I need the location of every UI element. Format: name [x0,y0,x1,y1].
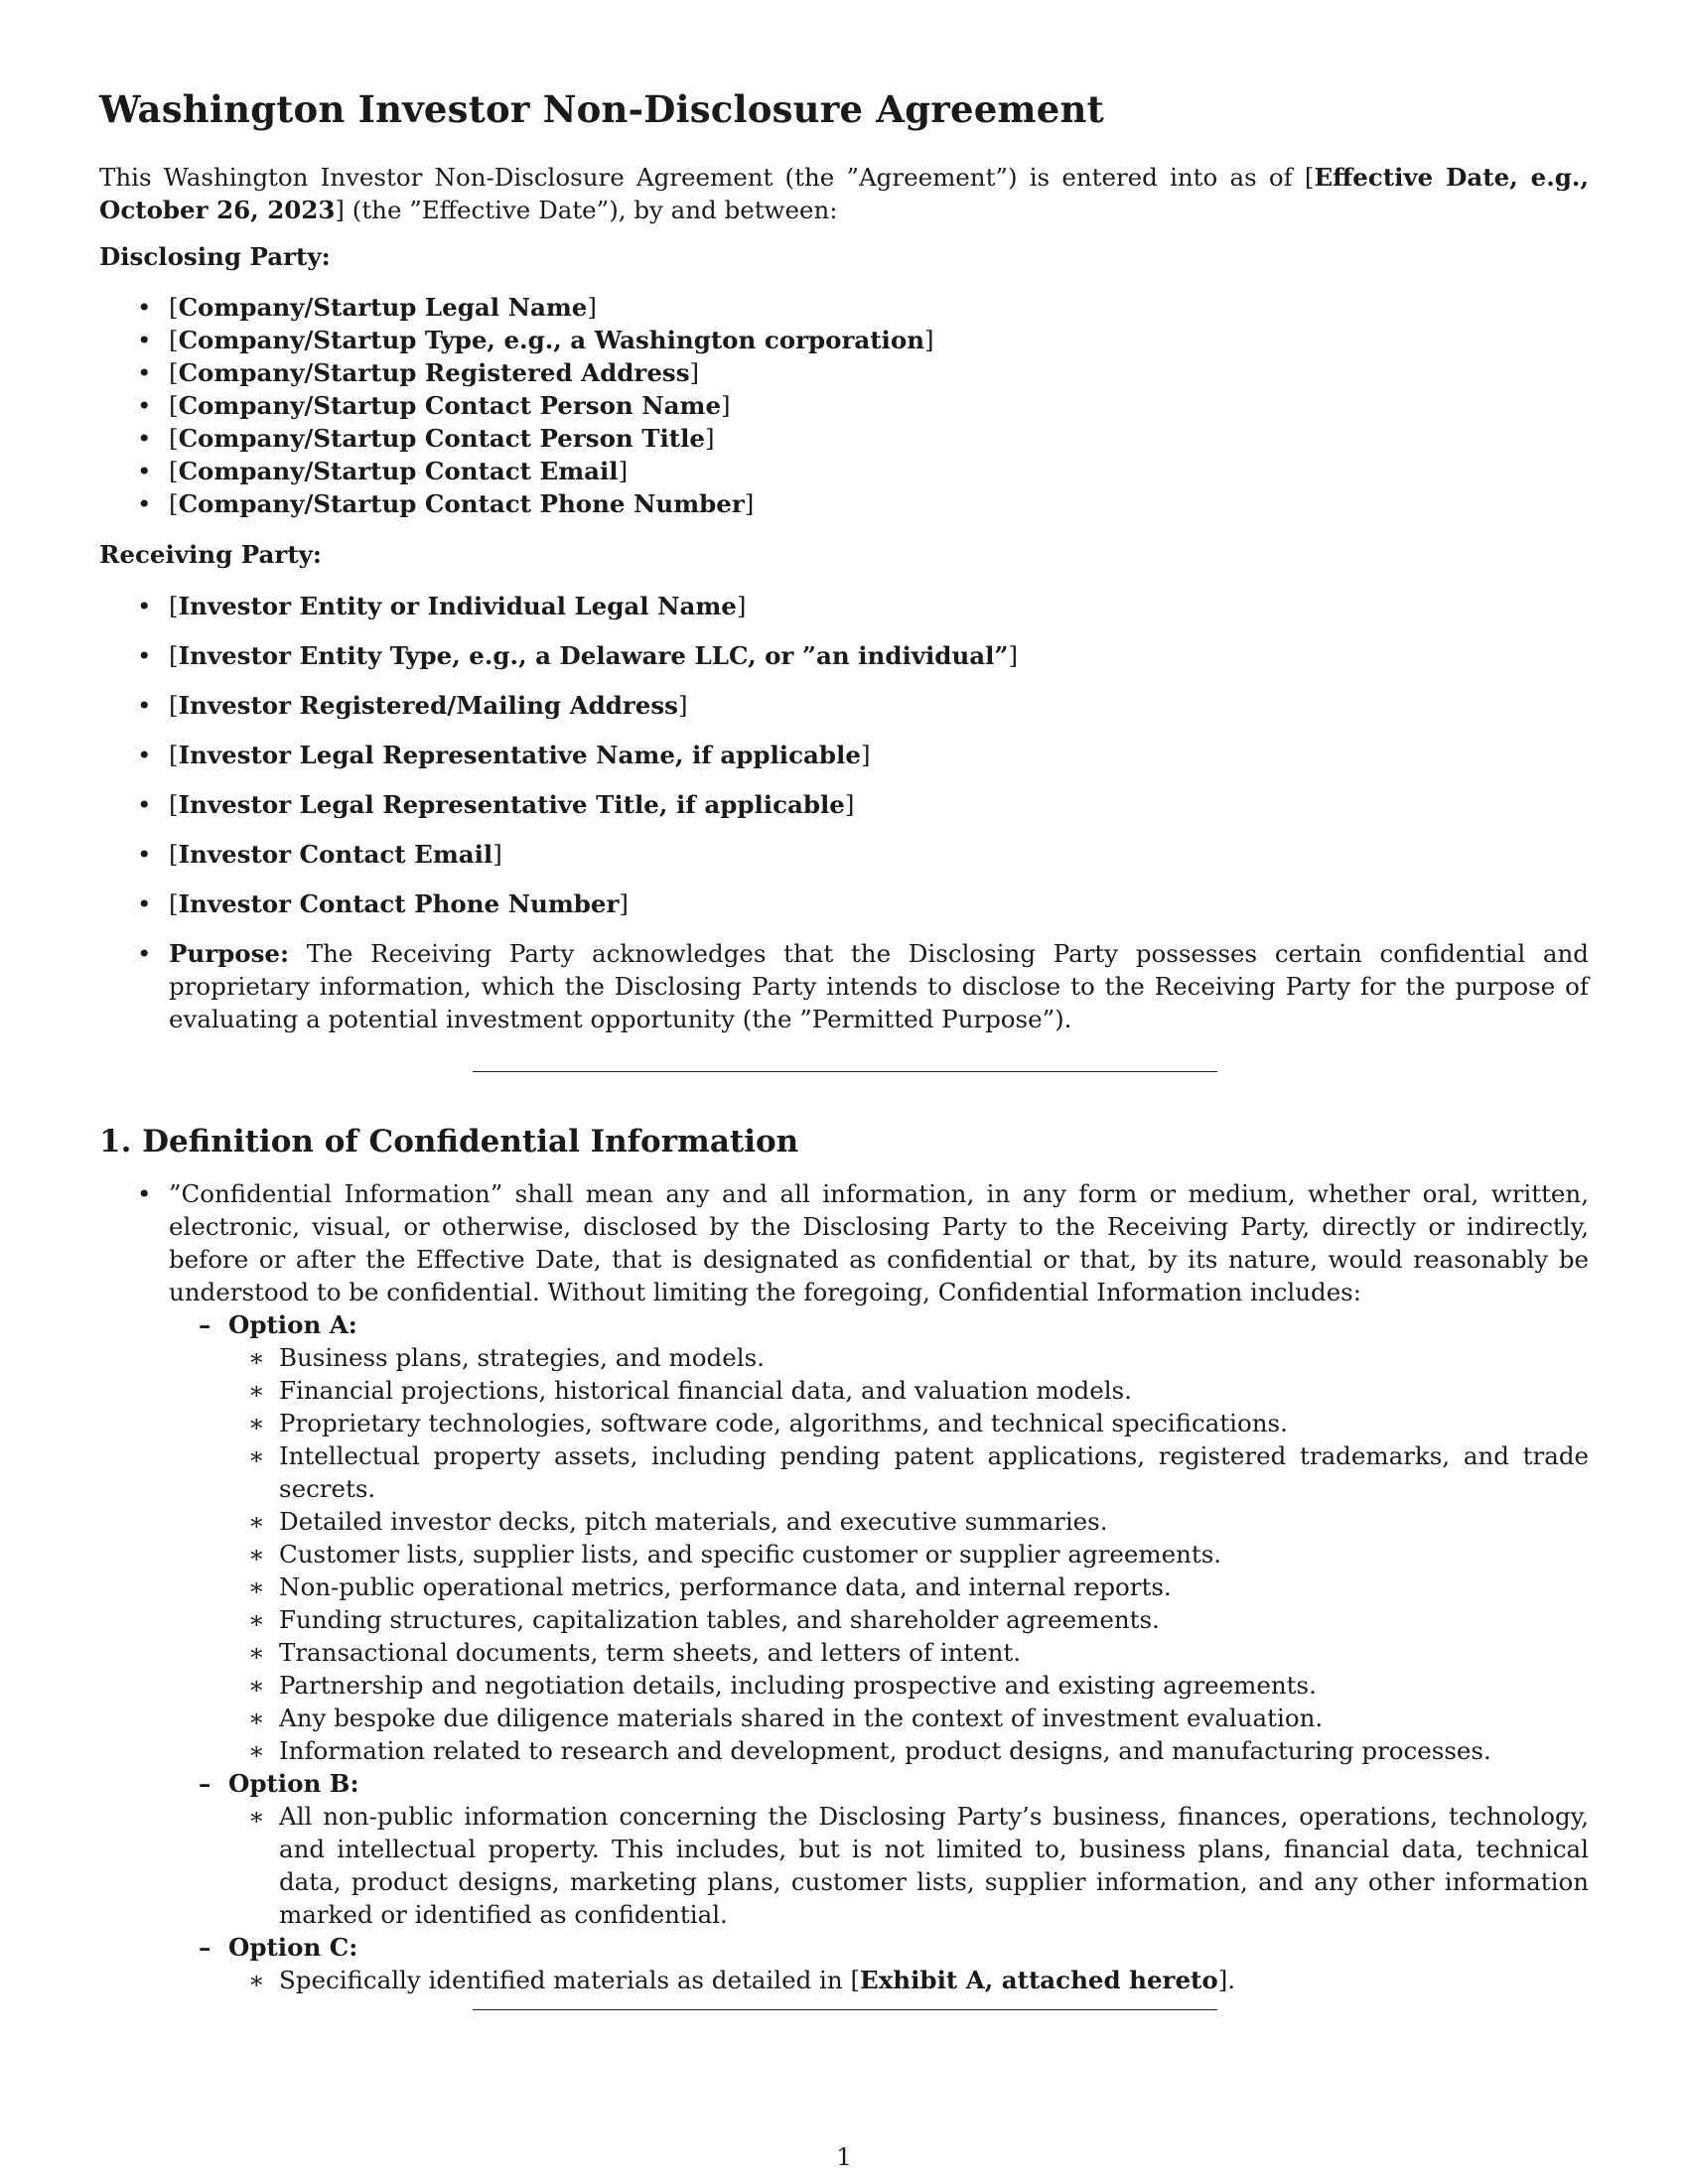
list-item: • [Investor Legal Representative Title, if applicable] [99,788,1589,821]
effective-date-placeholder: Effective Date, e.g., October 26, 2023 [99,163,1589,224]
list-item: • [Company/Startup Type, e.g., a Washington corporation] [99,324,1589,356]
intro-paragraph: This Washington Investor Non-Disclosure Agreement (the ”Agreement”) is entered into as of [Effective Date, e.g., October 26, 2023] (the ”Effective Date”), by and between: [99,163,1589,224]
section-divider [473,2009,1217,2010]
list-item: ∗ Detailed investor decks, pitch materials, and executive summaries. [99,1505,1589,1538]
list-item: • [Company/Startup Contact Person Name] [99,389,1589,422]
option-b-label: – Option B: [99,1767,1589,1800]
list-item: • [Investor Contact Phone Number] [99,887,1589,920]
list-item: • [Company/Startup Legal Name] [99,291,1589,324]
option-a-label: – Option A: [99,1308,1589,1341]
section-1-body [99,1177,1589,1996]
list-item: ∗ Customer lists, supplier lists, and specific customer or supplier agreements. [99,1538,1589,1570]
disclosing-party-list [99,291,1589,520]
purpose-item [99,937,1589,1035]
list-item: ∗ Funding structures, capitalization tables, and shareholder agreements. [99,1603,1589,1636]
page-number: 1 [836,2142,852,2171]
document-title: Washington Investor Non-Disclosure Agreement [99,87,1104,131]
list-item: ∗ Information related to research and development, product designs, and manufacturing processes. [99,1734,1589,1767]
list-item: • [Company/Startup Contact Email] [99,455,1589,487]
list-item: • [Investor Contact Email] [99,838,1589,871]
receiving-party-label: Receiving Party: [99,540,322,569]
list-item: ∗ Partnership and negotiation details, including prospective and existing agreements. [99,1669,1589,1702]
intro-text-after: (the ”Effective Date”), by and between: [344,196,838,224]
list-item: ∗ Any bespoke due diligence materials shared in the context of investment evaluation. [99,1702,1589,1734]
list-item: ∗ Financial projections, historical financial data, and valuation models. [99,1374,1589,1407]
intro-text-before: This Washington Investor Non-Disclosure Agreement (the ”Agreement”) is entered into as of [99,163,1305,192]
exhibit-placeholder: Exhibit A, attached hereto [860,1966,1218,1994]
option-b-text: ∗ All non-public information concerning the Disclosing Party’s business, finances, operations, technology, and intellectual property. This includes, but is not limited to, business plans, financial data, technical data, product designs, marketing plans, customer lists, supplier information, and any other information marked or identified as confidential. [99,1800,1589,1931]
option-c-label: – Option C: [99,1931,1589,1964]
list-item: • [Company/Startup Contact Person Title] [99,422,1589,455]
list-item: • [Company/Startup Registered Address] [99,356,1589,389]
list-item: ∗ Proprietary technologies, software code, algorithms, and technical specifications. [99,1407,1589,1439]
list-item: • [Company/Startup Contact Phone Number] [99,487,1589,520]
list-item: • [Investor Entity or Individual Legal Name] [99,590,1589,622]
purpose-label: Purpose: [169,939,290,968]
option-c-text: ∗ Specifically identified materials as detailed in [Exhibit A, attached hereto]. [99,1964,1589,1996]
purpose-text: The Receiving Party acknowledges that the Disclosing Party possesses certain confidential and proprietary information, which the Disclosing Party intends to disclose to the Receiving Party for the purpose of evaluating a potential investment opportunity (the ”Permitted Purpose”). [169,939,1589,1033]
list-item: • [Investor Legal Representative Name, if applicable] [99,739,1589,771]
confidential-info-definition: • ”Confidential Information” shall mean any and all information, in any form or medium, whether oral, written, electronic, visual, or otherwise, disclosed by the Disclosing Party to the Receiving Party, directly or indirectly, before or after the Effective Date, that is designated as confidential or that, by its nature, would reasonably be understood to be confidential. Without limiting the foregoing, Confidential Information includes: [99,1177,1589,1308]
section-1-heading: 1. Definition of Confidential Information [99,1124,799,1160]
section-divider [473,1071,1217,1072]
receiving-party-list [99,590,1589,1052]
list-item: • [Investor Entity Type, e.g., a Delaware LLC, or ”an individual”] [99,639,1589,672]
list-item: ∗ Business plans, strategies, and models. [99,1341,1589,1374]
list-item: ∗ Non-public operational metrics, performance data, and internal reports. [99,1570,1589,1603]
list-item: • [Investor Registered/Mailing Address] [99,689,1589,722]
disclosing-party-label: Disclosing Party: [99,242,331,271]
list-item: ∗ Transactional documents, term sheets, and letters of intent. [99,1636,1589,1669]
list-item: ∗ Intellectual property assets, including pending patent applications, registered trademarks, and trade secrets. [99,1439,1589,1505]
